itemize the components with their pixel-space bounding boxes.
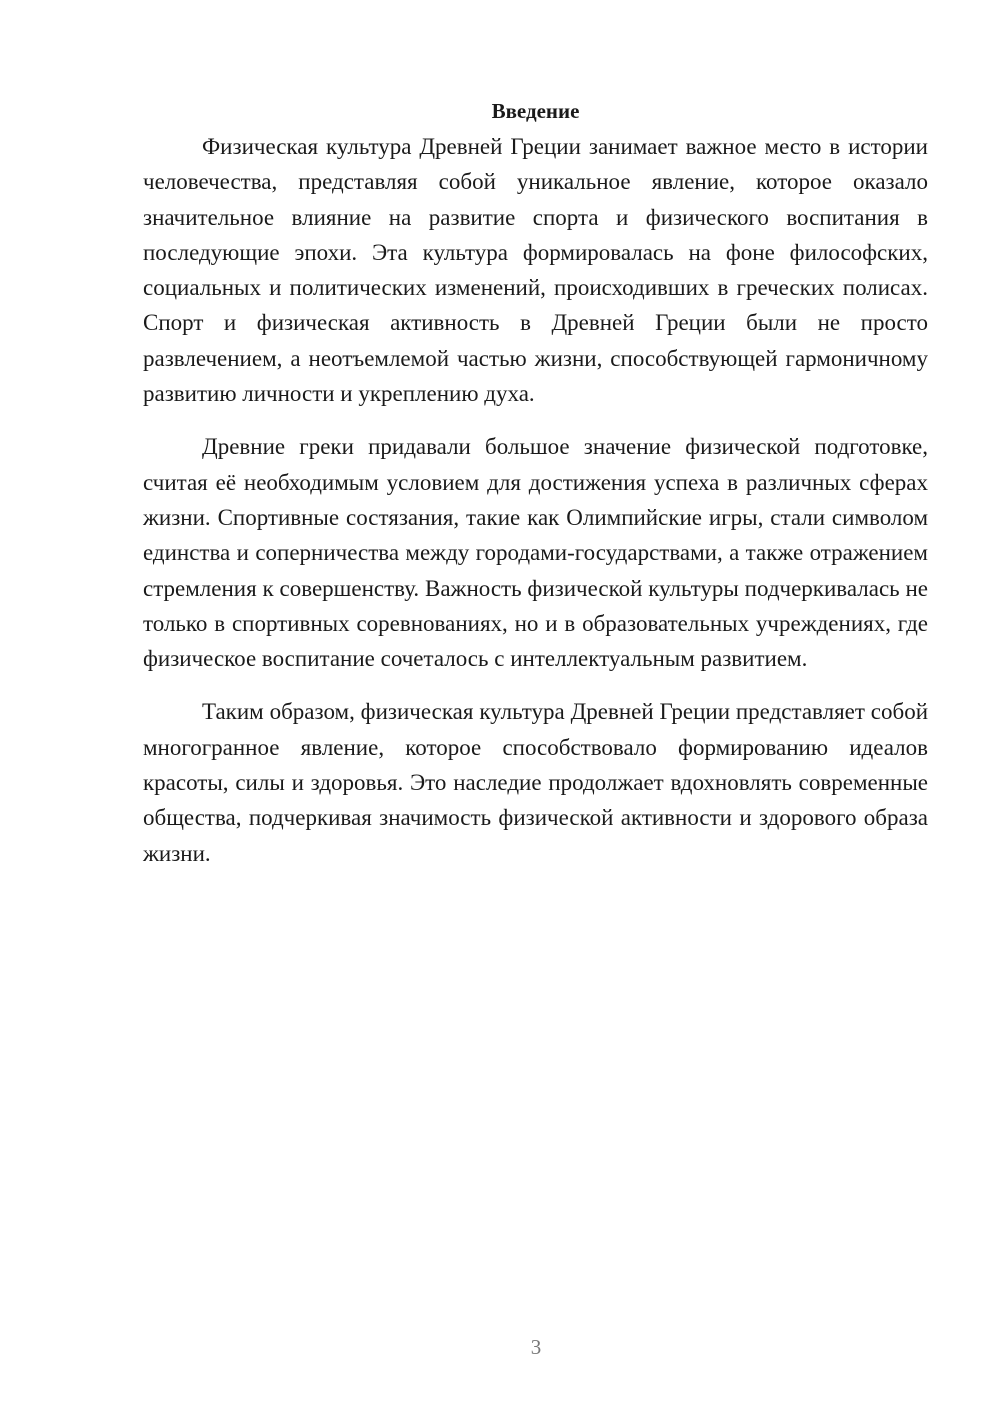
- paragraph-3: Таким образом, физическая культура Древней Греции представляет собой многогранное явление, которое способствовало формированию идеалов красоты, силы и здоровья. Это наследие продолжает вдохновлять современные общества, подчеркивая значимость физической активности и здорового образа жизни.: [143, 699, 928, 866]
- section-heading: Введение: [491, 99, 580, 123]
- paragraph-1: Физическая культура Древней Греции занимает важное место в истории человечества, представляя собой уникальное явление, которое оказало значительное влияние на развитие спорта и физического воспитания в последующие эпохи. Эта культура формировалась на фоне философских, социальных и политических изменений, происходивших в греческих полисах. Спорт и физическая активность в Древней Греции были не просто развлечением, а неотъемлемой частью жизни, способствующей гармоничному развитию личности и укреплению духа.: [143, 134, 928, 407]
- page-content: [143, 96, 928, 889]
- page-number: 3: [530, 1335, 542, 1359]
- paragraph-2: Древние греки придавали большое значение физической подготовке, считая её необходимым условием для достижения успеха в различных сферах жизни. Спортивные состязания, такие как Олимпийские игры, стали символом единства и соперничества между городами-государствами, а также отражением стремления к совершенству. Важность физической культуры подчеркивалась не только в спортивных соревнованиях, но и в образовательных учреждениях, где физическое воспитание сочеталось с интеллектуальным развитием.: [143, 434, 928, 672]
